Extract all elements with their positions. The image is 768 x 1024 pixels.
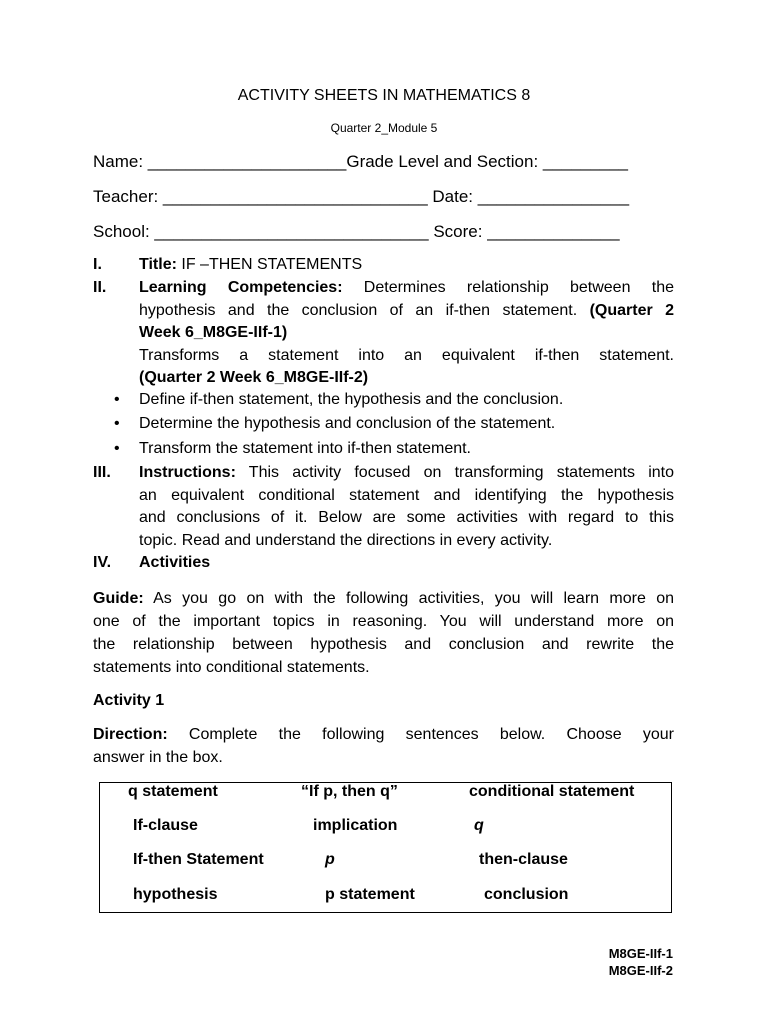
direction-paragraph: Direction: Complete the following sentences below. Choose your answer in the box.	[93, 726, 674, 766]
answer-choices-box	[99, 782, 672, 913]
list-item: Determine the hypothesis and conclusion of the statement.	[139, 415, 556, 432]
choice-item: conclusion	[484, 886, 569, 903]
name-field[interactable]: Name: _____________________Grade Level and Section: _________	[93, 152, 629, 171]
teacher-field[interactable]: Teacher: ____________________________ Date: ________________	[93, 187, 630, 206]
choice-item: If-then Statement	[133, 851, 264, 868]
grade-field[interactable]: Grade Level and Section: _________	[346, 152, 629, 171]
document-title: ACTIVITY SHEETS IN MATHEMATICS 8	[237, 87, 531, 104]
score-field[interactable]: Score: ______________	[433, 222, 620, 241]
bullet-icon: •	[114, 440, 120, 457]
choice-item: q statement	[128, 783, 218, 800]
choice-item: implication	[313, 817, 398, 834]
choice-item: p statement	[325, 886, 415, 903]
choice-item: “If p, then q”	[301, 783, 398, 800]
activity-title: Activity 1	[93, 692, 165, 709]
document-subtitle: Quarter 2_Module 5	[330, 121, 438, 135]
choice-item: p	[325, 851, 335, 868]
choice-item: conditional statement	[469, 783, 635, 800]
school-field[interactable]: School: _____________________________ Score: ______________	[93, 222, 620, 241]
choice-item: then-clause	[479, 851, 568, 868]
bullet-icon: •	[114, 415, 120, 432]
guide-paragraph: Guide: As you go on with the following activities, you will learn more on one of the important topics in reasoning. You will understand more on the relationship between hypothesis and conclusion and rewrite the statements into conditional statements.	[93, 590, 674, 676]
choice-item: q	[474, 817, 484, 834]
list-item: Transform the statement into if-then statement.	[139, 440, 471, 457]
bullet-icon: •	[114, 391, 120, 408]
competency-code: M8GE-IIf-2	[608, 963, 673, 978]
date-field[interactable]: Date: ________________	[432, 187, 630, 206]
list-item: Define if-then statement, the hypothesis and the conclusion.	[139, 391, 564, 408]
choice-item: hypothesis	[133, 886, 218, 903]
choice-item: If-clause	[133, 817, 198, 834]
competency-code: M8GE-IIf-1	[608, 946, 673, 961]
